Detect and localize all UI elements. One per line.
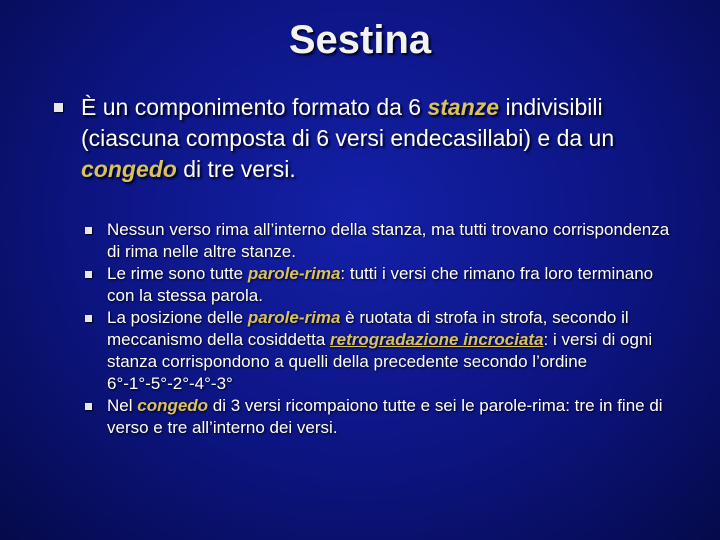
sub-bullet-item xyxy=(83,263,683,307)
bullet-square-icon xyxy=(85,315,92,322)
sub-bullet-text-part2: è ruotata di strofa in strofa, secondo il meccanismo della cosiddetta xyxy=(107,308,629,349)
sub-bullet-text: Nessun verso rima all’interno della stanza, ma tutti trovano corrispondenza di rima nelle altre stanze. xyxy=(107,220,670,261)
emphasis-parole-rima: parole-rima xyxy=(247,264,341,283)
sub-bullet-item xyxy=(83,395,683,439)
emphasis-retrogradazione-incrociata: retrogradazione incrociata xyxy=(330,330,544,349)
emphasis-congedo: congedo xyxy=(137,396,209,415)
emphasis-congedo: congedo xyxy=(81,156,177,182)
sub-bullet-text-part2: : tutti i versi che rimano fra loro terminano con la stessa parola. xyxy=(107,264,654,305)
bullet-square-icon xyxy=(54,103,63,112)
bullet-square-icon xyxy=(85,403,92,410)
sub-bullet-text-part2: di 3 versi ricompaiono tutte e sei le parole-rima: tre in fine di verso e tre all’interno dei versi. xyxy=(107,396,663,437)
main-text-part1: È un componimento formato da 6 xyxy=(81,94,428,120)
slide-title: Sestina xyxy=(288,18,432,62)
sub-bullet-item xyxy=(83,219,683,263)
sub-bullet-text-part1: Nel xyxy=(107,396,138,415)
main-text-part3: di tre versi. xyxy=(176,156,296,182)
bullet-square-icon xyxy=(85,227,92,234)
sub-bullet-text-part1: La posizione delle xyxy=(107,308,248,327)
main-text-part2: indivisibili (ciascuna composta di 6 versi endecasillabi) e da un xyxy=(81,94,615,151)
sub-bullet-list xyxy=(83,219,683,439)
emphasis-stanze: stanze xyxy=(427,94,500,120)
sub-bullet-text-part3: : i versi di ogni stanza corrispondono a quelli della precedente secondo l’ordine 6°-1°-5°-2°-4°-3° xyxy=(107,330,653,393)
sub-bullet-text-part1: Le rime sono tutte xyxy=(107,264,248,283)
emphasis-parole-rima: parole-rima xyxy=(247,308,341,327)
sub-bullet-item xyxy=(83,307,683,395)
main-bullet-text xyxy=(81,92,692,185)
bullet-square-icon xyxy=(85,271,92,278)
main-bullet xyxy=(52,92,692,185)
